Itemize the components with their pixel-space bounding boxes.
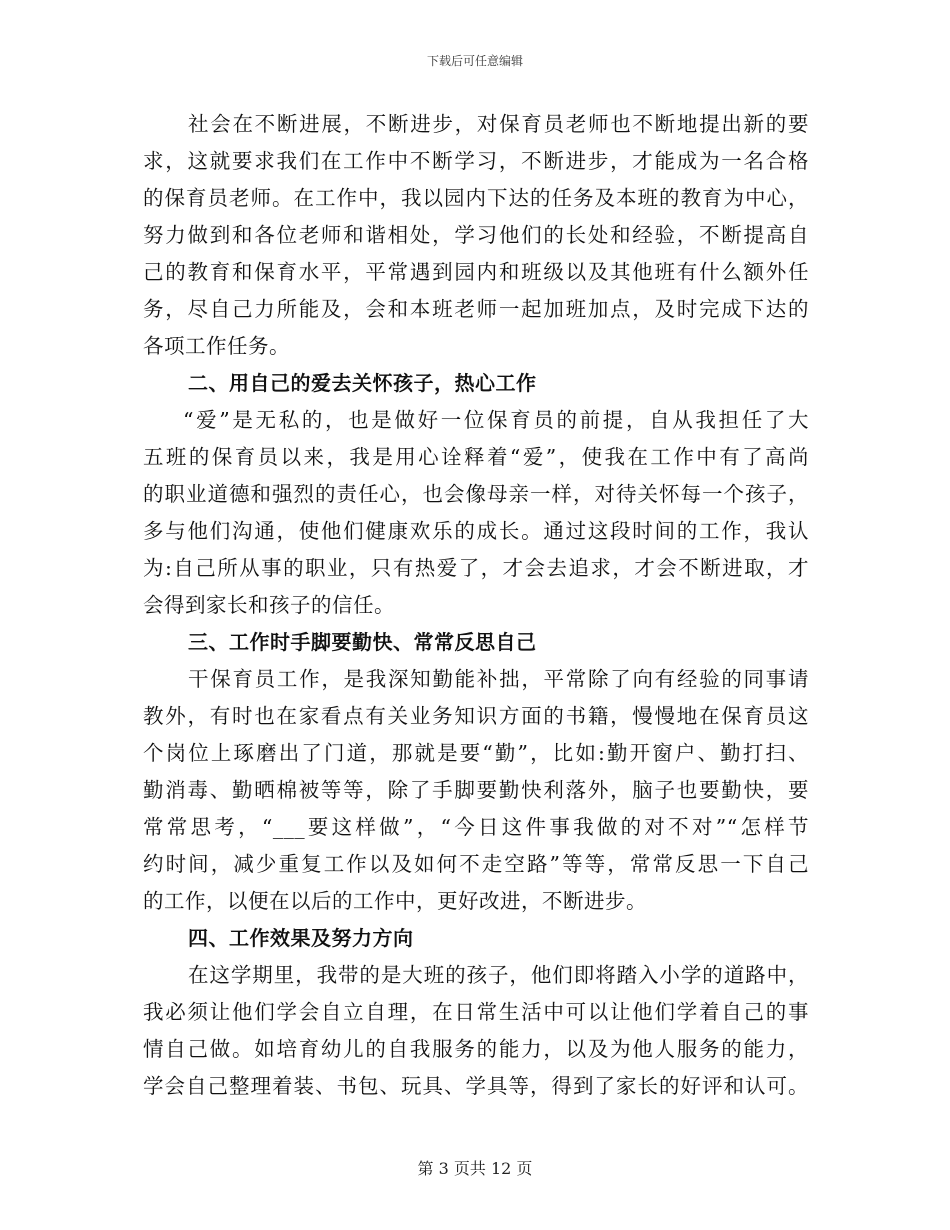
paragraph-line: 社会在不断进展，不断进步，对保育员老师也不断地提出新的要 (188, 112, 809, 136)
paragraph-line: 己的教育和保育水平，平常遇到园内和班级以及其他班有什么额外任 (143, 260, 809, 284)
paragraph-line: 务，尽自己力所能及，会和本班老师一起加班加点，及时完成下达的 (143, 297, 809, 321)
paragraph-line: 的职业道德和强烈的责任心，也会像母亲一样，对待关怀每一个孩子， (143, 482, 809, 506)
paragraph-line: 的工作，以便在以后的工作中，更好改进，不断进步。 (143, 889, 647, 913)
section-heading: 四、工作效果及努力方向 (188, 926, 414, 950)
page-footer: 第 3 页共 12 页 (417, 1159, 533, 1178)
paragraph-line: 努力做到和各位老师和谐相处，学习他们的长处和经验，不断提高自 (143, 223, 809, 247)
paragraph-line: 常常思考，“___要这样做”，“今日这件事我做的对不对”“怎样节 (143, 815, 809, 839)
paragraph-line: 多与他们沟通，使他们健康欢乐的成长。通过这段时间的工作，我认 (143, 519, 809, 543)
paragraph-line: 各项工作任务。 (143, 334, 290, 358)
paragraph-line: 为:自己所从事的职业，只有热爱了，才会去追求，才会不断进取，才 (143, 556, 809, 580)
paragraph-line: 个岗位上琢磨出了门道，那就是要“勤”，比如:勤开窗户、勤打扫、 (143, 741, 809, 765)
section-heading: 二、用自己的爱去关怀孩子，热心工作 (188, 371, 537, 395)
document-body (143, 106, 809, 1105)
paragraph-line: 学会自己整理着装、书包、玩具、学具等，得到了家长的好评和认可。 (143, 1074, 809, 1098)
paragraph-line: 干保育员工作，是我深知勤能补拙，平常除了向有经验的同事请 (188, 667, 809, 691)
paragraph-line: 约时间，减少重复工作以及如何不走空路”等等，常常反思一下自己 (143, 852, 809, 876)
paragraph-line: 在这学期里，我带的是大班的孩子，他们即将踏入小学的道路中， (188, 963, 809, 987)
paragraph-line: “爱”是无私的，也是做好一位保育员的前提，自从我担任了大 (183, 408, 809, 432)
paragraph-line: 勤消毒、勤晒棉被等等，除了手脚要勤快利落外，脑子也要勤快，要 (143, 778, 809, 802)
paragraph-line: 五班的保育员以来，我是用心诠释着“爱”，使我在工作中有了高尚 (143, 445, 809, 469)
page-header: 下载后可任意编辑 (426, 54, 523, 68)
paragraph-line: 教外，有时也在家看点有关业务知识方面的书籍，慢慢地在保育员这 (143, 704, 809, 728)
paragraph-line: 求，这就要求我们在工作中不断学习，不断进步，才能成为一名合格 (143, 149, 809, 173)
paragraph-line: 会得到家长和孩子的信任。 (143, 593, 395, 617)
section-heading: 三、工作时手脚要勤快、常常反思自己 (188, 630, 537, 654)
paragraph-line: 的保育员老师。在工作中，我以园内下达的任务及本班的教育为中心， (143, 186, 809, 210)
paragraph-line: 我必须让他们学会自立自理，在日常生活中可以让他们学着自己的事 (143, 1000, 809, 1024)
paragraph-line: 情自己做。如培育幼儿的自我服务的能力，以及为他人服务的能力， (143, 1037, 809, 1061)
